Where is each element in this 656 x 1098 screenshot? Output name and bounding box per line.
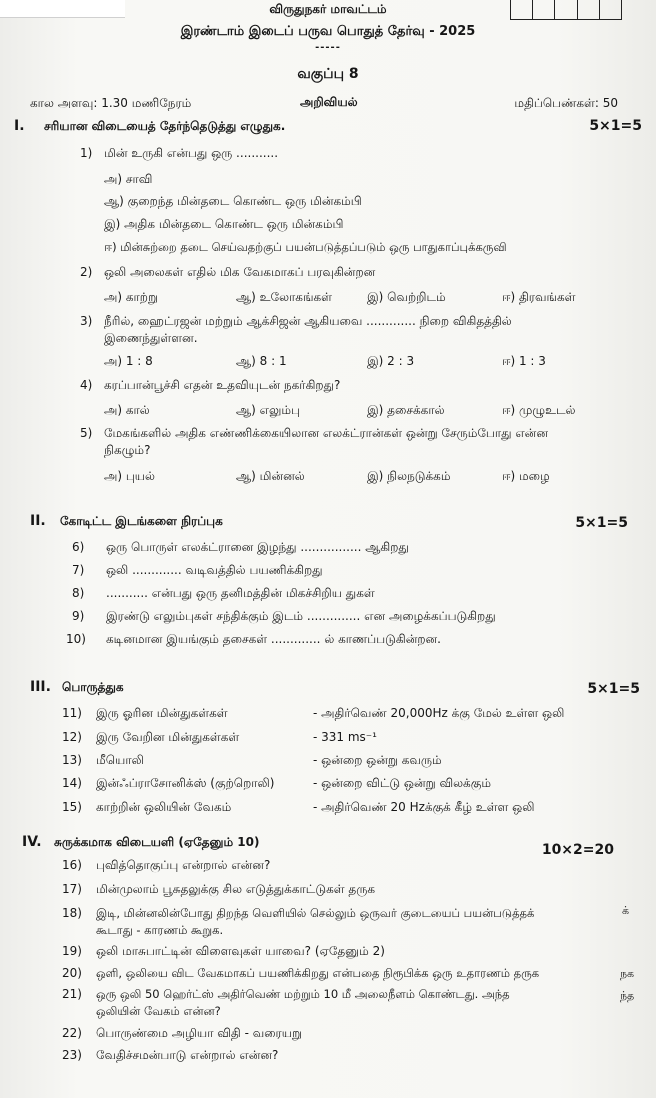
question-text: மின் உருகி என்பது ஒரு ........... (104, 146, 279, 160)
section-3-marks: 5×1=5 (587, 681, 640, 697)
q-number: 6) (72, 540, 85, 554)
option: இ) நிலநடுக்கம் (367, 469, 451, 483)
question-text: வேதிச்சமன்பாடு என்றால் என்ன? (96, 1048, 279, 1062)
section-2-numeral: II. (30, 513, 46, 529)
q-number: 7) (72, 563, 85, 577)
grade-title: வகுப்பு 8 (297, 66, 359, 82)
option: ஆ) மின்னல் (236, 469, 305, 483)
q-number: 9) (72, 609, 85, 623)
question-text-cont: ஒலியின் வேகம் என்ன? (96, 1004, 221, 1018)
option: அ) சாவி (104, 172, 153, 186)
question-text: ஒலி அலைகள் எதில் மிக வேகமாகப் பரவுகின்றன (104, 265, 376, 279)
q-number: 22) (62, 1026, 82, 1040)
option: இ) அதிக மின்தடை கொண்ட ஒரு மின்கம்பி (104, 217, 344, 231)
question-text: ஒரு பொருள் எலக்ட்ரானை இழந்து ................ ஆகிறது (106, 540, 409, 554)
option: இ) தசைக்கால் (367, 403, 445, 417)
match-left: இன்ஃப்ராசோனிக்ஸ் (குற்றொலி) (96, 776, 275, 790)
q-number: 14) (62, 776, 82, 790)
option: அ) புயல் (104, 469, 156, 483)
q-number: 10) (66, 632, 86, 646)
section-4-numeral: IV. (22, 834, 42, 850)
option: ஈ) முழுஉடல் (502, 403, 576, 417)
q-number: 21) (62, 987, 82, 1001)
question-text: கரப்பான்பூச்சி எதன் உதவியுடன் நகர்கிறது? (104, 378, 341, 392)
question-text: கடினமான இயங்கும் தசைகள் ............. ல் காணப்படுகின்றன. (106, 632, 441, 646)
section-3-title: பொருத்துக (62, 680, 124, 694)
question-text: ஒளி, ஒலியை விட வேகமாகப் பயணிக்கிறது என்பதை நிரூபிக்க ஒரு உதாரணம் தருக (96, 966, 540, 980)
option: ஆ) 8 : 1 (236, 354, 287, 368)
question-text-cont: கூடாது - காரணம் கூறுக. (96, 923, 224, 937)
subject: அறிவியல் (300, 95, 358, 109)
option: ஈ) 1 : 3 (502, 354, 546, 368)
q-number: 5) (80, 426, 93, 440)
option: இ) வெற்றிடம் (367, 290, 446, 304)
question-text: இரண்டு எலும்புகள் சந்திக்கும் இடம் .............. என அழைக்கப்படுகிறது (106, 609, 496, 623)
option: ஆ) எலும்பு (236, 403, 300, 417)
match-right: - அதிர்வெண் 20 Hzக்குக் கீழ் உள்ள ஒலி (313, 800, 535, 814)
q-number: 18) (62, 906, 82, 920)
q-number: 16) (62, 858, 82, 872)
match-left: காற்றின் ஒலியின் வேகம் (96, 800, 232, 814)
match-right: - ஒன்றை ஒன்று கவரும் (313, 753, 442, 767)
exam-title: இரண்டாம் இடைப் பருவ பொதுத் தேர்வு - 2025 (180, 24, 476, 39)
match-right: - ஒன்றை விட்டு ஒன்று விலக்கும் (313, 776, 491, 790)
match-left: மீயொலி (96, 753, 144, 767)
edge-mark: க் (622, 904, 630, 917)
question-text: பொருண்மை அழியா விதி - வரையறு (96, 1026, 303, 1040)
option: ஈ) திரவங்கள் (502, 290, 576, 304)
section-1-marks: 5×1=5 (589, 118, 642, 134)
q-number: 23) (62, 1048, 82, 1062)
option: இ) 2 : 3 (367, 354, 415, 368)
option: ஆ) உலோகங்கள் (236, 290, 332, 304)
q-number: 20) (62, 966, 82, 980)
question-text: இடி, மின்னலின்போது திறந்த வெளியில் செல்லும் ஒருவர் குடையைப் பயன்படுத்தக் (96, 906, 535, 920)
q-number: 19) (62, 944, 82, 958)
section-1-title: சரியான விடையைத் தேர்ந்தெடுத்து எழுதுக. (44, 119, 286, 133)
question-text-cont: இணைந்துள்ளன. (104, 331, 198, 345)
max-marks: மதிப்பெண்கள்: 50 (514, 96, 618, 110)
section-4-title: சுருக்கமாக விடையளி (ஏதேனும் 10) (54, 835, 260, 849)
section-2-title: கோடிட்ட இடங்களை நிரப்புக (60, 514, 223, 528)
question-text: நீரில், ஹைட்ரஜன் மற்றும் ஆக்சிஜன் ஆகியவை ............. நிறை விகிதத்தில் (104, 314, 512, 328)
q-number: 12) (62, 730, 82, 744)
option: அ) 1 : 8 (104, 354, 153, 368)
option: ஈ) மழை (502, 469, 550, 483)
q-number: 4) (80, 378, 93, 392)
option: அ) காற்று (104, 290, 158, 304)
section-1-numeral: I. (14, 118, 25, 134)
q-number: 13) (62, 753, 82, 767)
q-number: 1) (80, 146, 93, 160)
option: ஈ) மின்சுற்றை தடை செய்வதற்குப் பயன்படுத்தப்படும் ஒரு பாதுகாப்புக்கருவி (104, 240, 507, 254)
match-right: - 331 ms⁻¹ (313, 730, 377, 744)
q-number: 11) (62, 706, 82, 720)
question-text: புவித்தொகுப்பு என்றால் என்ன? (96, 858, 271, 872)
edge-mark: நக (620, 967, 635, 980)
section-4-marks: 10×2=20 (541, 842, 614, 858)
option: ஆ) குறைந்த மின்தடை கொண்ட ஒரு மின்கம்பி (104, 194, 362, 208)
question-text: ........... என்பது ஒரு தனிமத்தின் மிகச்சிறிய துகள் (106, 586, 375, 600)
district-title: விருதுநகர் மாவட்டம் (269, 2, 387, 16)
question-text-cont: நிகழும்? (104, 443, 151, 457)
question-text: ஒரு ஒலி 50 ஹெர்ட்ஸ் அதிர்வெண் மற்றும் 10 மீ அலைநீளம் கொண்டது. அந்த (96, 987, 510, 1001)
title-separator: ----- (315, 42, 341, 53)
q-number: 3) (80, 314, 93, 328)
q-number: 2) (80, 265, 93, 279)
edge-mark: ந்த (620, 989, 635, 1002)
question-text: மேகங்களில் அதிக எண்ணிக்கையிலான எலக்ட்ரான்கள் ஒன்று சேரும்போது என்ன (104, 426, 548, 440)
question-text: மின்முலாம் பூசுதலுக்கு சில எடுத்துக்காட்டுகள் தருக (96, 882, 375, 896)
question-text: ஒலி மாசுபாட்டின் விளைவுகள் யாவை? (ஏதேனும் 2) (96, 944, 385, 958)
q-number: 15) (62, 800, 82, 814)
section-2-marks: 5×1=5 (575, 515, 628, 531)
duration: கால அளவு: 1.30 மணிநேரம் (30, 96, 192, 110)
match-left: இரு ஓரின மின்துகள்கள் (96, 706, 228, 720)
option: அ) கால் (104, 403, 150, 417)
q-number: 17) (62, 882, 82, 896)
section-3-numeral: III. (30, 679, 51, 695)
question-text: ஒலி ............. வடிவத்தில் பயணிக்கிறது (106, 563, 323, 577)
match-left: இரு வேறின மின்துகள்கள் (96, 730, 240, 744)
q-number: 8) (72, 586, 85, 600)
match-right: - அதிர்வெண் 20,000Hz க்கு மேல் உள்ள ஒலி (313, 706, 565, 720)
